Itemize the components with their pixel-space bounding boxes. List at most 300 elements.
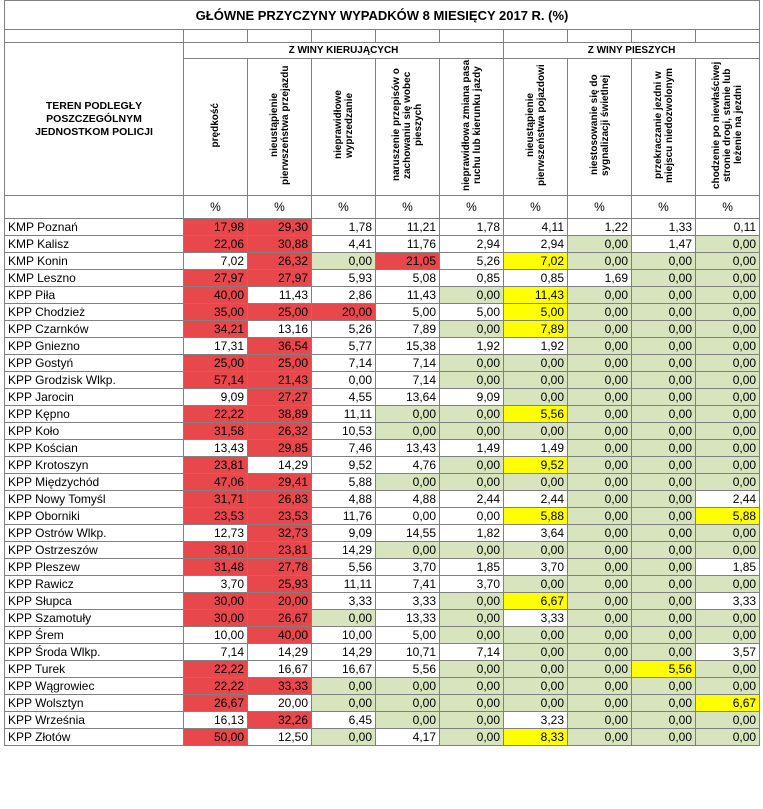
value-cell[interactable]: 7,14 (376, 372, 440, 389)
value-cell[interactable]: 0,00 (440, 729, 504, 746)
value-cell[interactable]: 20,00 (248, 593, 312, 610)
value-cell[interactable]: 4,55 (312, 389, 376, 406)
value-cell[interactable]: 0,00 (568, 236, 632, 253)
value-cell[interactable]: 0,00 (440, 712, 504, 729)
value-cell[interactable]: 0,00 (504, 695, 568, 712)
value-cell[interactable]: 13,16 (248, 321, 312, 338)
value-cell[interactable]: 7,89 (504, 321, 568, 338)
value-cell[interactable]: 0,00 (696, 236, 760, 253)
value-cell[interactable]: 0,00 (696, 440, 760, 457)
value-cell[interactable]: 0,00 (568, 525, 632, 542)
value-cell[interactable]: 0,00 (440, 457, 504, 474)
value-cell[interactable]: 9,52 (504, 457, 568, 474)
value-cell[interactable]: 14,29 (248, 457, 312, 474)
value-cell[interactable]: 11,21 (376, 219, 440, 236)
value-cell[interactable]: 4,41 (312, 236, 376, 253)
value-cell[interactable]: 0,00 (632, 491, 696, 508)
value-cell[interactable]: 31,71 (184, 491, 248, 508)
value-cell[interactable]: 15,38 (376, 338, 440, 355)
value-cell[interactable]: 9,09 (312, 525, 376, 542)
value-cell[interactable]: 11,11 (312, 576, 376, 593)
value-cell[interactable]: 0,00 (568, 644, 632, 661)
unit-name-cell[interactable]: KMP Leszno (5, 270, 184, 287)
value-cell[interactable]: 5,00 (376, 627, 440, 644)
value-cell[interactable]: 0,00 (440, 610, 504, 627)
value-cell[interactable]: 1,82 (440, 525, 504, 542)
value-cell[interactable]: 7,14 (312, 355, 376, 372)
value-cell[interactable]: 13,64 (376, 389, 440, 406)
value-cell[interactable]: 0,00 (568, 610, 632, 627)
value-cell[interactable]: 0,00 (696, 729, 760, 746)
value-cell[interactable]: 0,00 (696, 610, 760, 627)
value-cell[interactable]: 3,64 (504, 525, 568, 542)
unit-name-cell[interactable]: KPP Gostyń (5, 355, 184, 372)
value-cell[interactable]: 2,86 (312, 287, 376, 304)
value-cell[interactable]: 1,85 (696, 559, 760, 576)
value-cell[interactable]: 4,88 (312, 491, 376, 508)
value-cell[interactable]: 0,00 (568, 678, 632, 695)
value-cell[interactable]: 0,00 (568, 253, 632, 270)
unit-name-cell[interactable]: KPP Pleszew (5, 559, 184, 576)
value-cell[interactable]: 0,00 (568, 338, 632, 355)
value-cell[interactable]: 3,57 (696, 644, 760, 661)
value-cell[interactable]: 27,78 (248, 559, 312, 576)
value-cell[interactable]: 0,00 (632, 270, 696, 287)
value-cell[interactable]: 3,33 (312, 593, 376, 610)
value-cell[interactable]: 0,00 (696, 389, 760, 406)
value-cell[interactable]: 0,00 (312, 253, 376, 270)
value-cell[interactable]: 29,85 (248, 440, 312, 457)
value-cell[interactable]: 0,00 (440, 593, 504, 610)
value-cell[interactable]: 14,29 (312, 644, 376, 661)
value-cell[interactable]: 0,00 (504, 423, 568, 440)
value-cell[interactable]: 0,00 (696, 576, 760, 593)
value-cell[interactable]: 26,32 (248, 423, 312, 440)
value-cell[interactable]: 0,00 (696, 423, 760, 440)
value-cell[interactable]: 2,44 (440, 491, 504, 508)
value-cell[interactable]: 0,00 (696, 270, 760, 287)
value-cell[interactable]: 11,76 (312, 508, 376, 525)
value-cell[interactable]: 0,00 (696, 304, 760, 321)
unit-name-cell[interactable]: KPP Międzychód (5, 474, 184, 491)
unit-name-cell[interactable]: KPP Rawicz (5, 576, 184, 593)
value-cell[interactable]: 0,00 (504, 661, 568, 678)
value-cell[interactable]: 27,97 (184, 270, 248, 287)
value-cell[interactable]: 0,00 (696, 678, 760, 695)
value-cell[interactable]: 31,48 (184, 559, 248, 576)
value-cell[interactable]: 0,00 (440, 474, 504, 491)
value-cell[interactable]: 1,49 (440, 440, 504, 457)
value-cell[interactable]: 21,05 (376, 253, 440, 270)
value-cell[interactable]: 4,11 (504, 219, 568, 236)
value-cell[interactable]: 0,00 (312, 610, 376, 627)
value-cell[interactable]: 0,00 (696, 406, 760, 423)
value-cell[interactable]: 0,00 (696, 542, 760, 559)
value-cell[interactable]: 3,33 (376, 593, 440, 610)
value-cell[interactable]: 0,00 (568, 423, 632, 440)
value-cell[interactable]: 0,00 (632, 253, 696, 270)
value-cell[interactable]: 26,67 (248, 610, 312, 627)
value-cell[interactable]: 0,00 (376, 474, 440, 491)
unit-name-cell[interactable]: KMP Kalisz (5, 236, 184, 253)
value-cell[interactable]: 17,98 (184, 219, 248, 236)
unit-name-cell[interactable]: KPP Ostrzeszów (5, 542, 184, 559)
value-cell[interactable]: 0,00 (440, 542, 504, 559)
value-cell[interactable]: 0,00 (568, 542, 632, 559)
unit-name-cell[interactable]: KPP Ostrów Wlkp. (5, 525, 184, 542)
value-cell[interactable]: 6,67 (504, 593, 568, 610)
value-cell[interactable]: 5,88 (504, 508, 568, 525)
value-cell[interactable]: 0,00 (632, 287, 696, 304)
value-cell[interactable]: 0,00 (632, 695, 696, 712)
value-cell[interactable]: 9,52 (312, 457, 376, 474)
value-cell[interactable]: 0,00 (568, 491, 632, 508)
value-cell[interactable]: 0,00 (696, 474, 760, 491)
value-cell[interactable]: 21,43 (248, 372, 312, 389)
value-cell[interactable]: 32,26 (248, 712, 312, 729)
value-cell[interactable]: 5,77 (312, 338, 376, 355)
value-cell[interactable]: 7,02 (184, 253, 248, 270)
unit-name-cell[interactable]: KPP Kościan (5, 440, 184, 457)
unit-name-cell[interactable]: KPP Nowy Tomyśl (5, 491, 184, 508)
unit-name-cell[interactable]: KPP Oborniki (5, 508, 184, 525)
value-cell[interactable]: 0,00 (376, 542, 440, 559)
value-cell[interactable]: 0,00 (440, 355, 504, 372)
value-cell[interactable]: 22,22 (184, 406, 248, 423)
value-cell[interactable]: 27,97 (248, 270, 312, 287)
value-cell[interactable]: 5,56 (312, 559, 376, 576)
value-cell[interactable]: 0,00 (632, 627, 696, 644)
value-cell[interactable]: 17,31 (184, 338, 248, 355)
value-cell[interactable]: 5,56 (632, 661, 696, 678)
value-cell[interactable]: 13,43 (376, 440, 440, 457)
value-cell[interactable]: 23,53 (184, 508, 248, 525)
value-cell[interactable]: 0,00 (696, 321, 760, 338)
value-cell[interactable]: 10,00 (184, 627, 248, 644)
value-cell[interactable]: 0,00 (568, 712, 632, 729)
value-cell[interactable]: 30,88 (248, 236, 312, 253)
value-cell[interactable]: 0,00 (696, 338, 760, 355)
value-cell[interactable]: 5,00 (376, 304, 440, 321)
value-cell[interactable]: 0,00 (632, 593, 696, 610)
unit-name-cell[interactable]: KMP Poznań (5, 219, 184, 236)
value-cell[interactable]: 0,00 (632, 355, 696, 372)
value-cell[interactable]: 0,00 (504, 644, 568, 661)
value-cell[interactable]: 36,54 (248, 338, 312, 355)
value-cell[interactable]: 7,46 (312, 440, 376, 457)
value-cell[interactable]: 6,45 (312, 712, 376, 729)
value-cell[interactable]: 0,00 (632, 372, 696, 389)
value-cell[interactable]: 35,00 (184, 304, 248, 321)
unit-name-cell[interactable]: KPP Krotoszyn (5, 457, 184, 474)
value-cell[interactable]: 4,88 (376, 491, 440, 508)
value-cell[interactable]: 0,00 (696, 457, 760, 474)
value-cell[interactable]: 14,29 (312, 542, 376, 559)
value-cell[interactable]: 5,88 (312, 474, 376, 491)
value-cell[interactable]: 26,83 (248, 491, 312, 508)
unit-name-cell[interactable]: KPP Słupca (5, 593, 184, 610)
value-cell[interactable]: 32,73 (248, 525, 312, 542)
value-cell[interactable]: 0,00 (312, 695, 376, 712)
value-cell[interactable]: 0,00 (632, 644, 696, 661)
value-cell[interactable]: 9,09 (184, 389, 248, 406)
value-cell[interactable]: 10,71 (376, 644, 440, 661)
value-cell[interactable]: 0,00 (632, 542, 696, 559)
value-cell[interactable]: 0,00 (312, 729, 376, 746)
value-cell[interactable]: 0,00 (376, 695, 440, 712)
value-cell[interactable]: 0,00 (632, 525, 696, 542)
value-cell[interactable]: 0,00 (696, 287, 760, 304)
value-cell[interactable]: 14,29 (248, 644, 312, 661)
unit-name-cell[interactable]: KPP Czarnków (5, 321, 184, 338)
value-cell[interactable]: 0,00 (440, 678, 504, 695)
value-cell[interactable]: 0,00 (376, 712, 440, 729)
value-cell[interactable]: 22,06 (184, 236, 248, 253)
value-cell[interactable]: 27,27 (248, 389, 312, 406)
value-cell[interactable]: 11,11 (312, 406, 376, 423)
value-cell[interactable]: 1,49 (504, 440, 568, 457)
value-cell[interactable]: 6,67 (696, 695, 760, 712)
value-cell[interactable]: 0,00 (440, 406, 504, 423)
value-cell[interactable]: 26,32 (248, 253, 312, 270)
value-cell[interactable]: 26,67 (184, 695, 248, 712)
value-cell[interactable]: 5,93 (312, 270, 376, 287)
value-cell[interactable]: 0,00 (568, 406, 632, 423)
value-cell[interactable]: 9,09 (440, 389, 504, 406)
value-cell[interactable]: 40,00 (248, 627, 312, 644)
value-cell[interactable]: 1,33 (632, 219, 696, 236)
value-cell[interactable]: 0,00 (376, 406, 440, 423)
value-cell[interactable]: 0,00 (504, 576, 568, 593)
value-cell[interactable]: 0,00 (504, 389, 568, 406)
value-cell[interactable]: 38,89 (248, 406, 312, 423)
unit-name-cell[interactable]: KPP Grodzisk Wlkp. (5, 372, 184, 389)
value-cell[interactable]: 0,00 (696, 627, 760, 644)
value-cell[interactable]: 16,67 (312, 661, 376, 678)
value-cell[interactable]: 11,43 (376, 287, 440, 304)
value-cell[interactable]: 25,00 (248, 355, 312, 372)
value-cell[interactable]: 0,00 (632, 423, 696, 440)
value-cell[interactable]: 20,00 (312, 304, 376, 321)
value-cell[interactable]: 31,58 (184, 423, 248, 440)
value-cell[interactable]: 5,56 (504, 406, 568, 423)
value-cell[interactable]: 5,00 (504, 304, 568, 321)
value-cell[interactable]: 1,69 (568, 270, 632, 287)
value-cell[interactable]: 0,11 (696, 219, 760, 236)
value-cell[interactable]: 0,00 (632, 559, 696, 576)
value-cell[interactable]: 0,00 (632, 457, 696, 474)
unit-name-cell[interactable]: KPP Wolsztyn (5, 695, 184, 712)
value-cell[interactable]: 22,22 (184, 661, 248, 678)
value-cell[interactable]: 0,00 (376, 508, 440, 525)
value-cell[interactable]: 0,00 (568, 729, 632, 746)
value-cell[interactable]: 7,14 (184, 644, 248, 661)
value-cell[interactable]: 0,00 (632, 729, 696, 746)
value-cell[interactable]: 29,41 (248, 474, 312, 491)
value-cell[interactable]: 7,14 (440, 644, 504, 661)
value-cell[interactable]: 0,00 (504, 355, 568, 372)
value-cell[interactable]: 7,41 (376, 576, 440, 593)
value-cell[interactable]: 1,47 (632, 236, 696, 253)
unit-name-cell[interactable]: KPP Gniezno (5, 338, 184, 355)
value-cell[interactable]: 0,00 (440, 661, 504, 678)
value-cell[interactable]: 0,00 (504, 474, 568, 491)
value-cell[interactable]: 25,93 (248, 576, 312, 593)
value-cell[interactable]: 0,85 (504, 270, 568, 287)
value-cell[interactable]: 0,00 (568, 457, 632, 474)
value-cell[interactable]: 5,88 (696, 508, 760, 525)
blank-cell[interactable] (5, 30, 184, 43)
value-cell[interactable]: 13,43 (184, 440, 248, 457)
value-cell[interactable]: 0,00 (312, 678, 376, 695)
value-cell[interactable]: 2,44 (696, 491, 760, 508)
value-cell[interactable]: 0,00 (632, 440, 696, 457)
unit-name-cell[interactable]: KPP Września (5, 712, 184, 729)
value-cell[interactable]: 23,81 (184, 457, 248, 474)
value-cell[interactable]: 3,70 (504, 559, 568, 576)
value-cell[interactable]: 3,33 (696, 593, 760, 610)
value-cell[interactable]: 0,00 (568, 355, 632, 372)
value-cell[interactable]: 0,00 (568, 474, 632, 491)
value-cell[interactable]: 3,70 (184, 576, 248, 593)
value-cell[interactable]: 0,00 (632, 338, 696, 355)
value-cell[interactable]: 3,70 (440, 576, 504, 593)
unit-name-cell[interactable]: KPP Środa Wlkp. (5, 644, 184, 661)
value-cell[interactable]: 4,76 (376, 457, 440, 474)
unit-name-cell[interactable]: KPP Szamotuły (5, 610, 184, 627)
value-cell[interactable]: 1,78 (440, 219, 504, 236)
value-cell[interactable]: 0,00 (568, 440, 632, 457)
value-cell[interactable]: 10,00 (312, 627, 376, 644)
value-cell[interactable]: 34,21 (184, 321, 248, 338)
value-cell[interactable]: 0,00 (568, 559, 632, 576)
value-cell[interactable]: 0,00 (632, 576, 696, 593)
value-cell[interactable]: 0,00 (632, 678, 696, 695)
value-cell[interactable]: 30,00 (184, 593, 248, 610)
value-cell[interactable]: 1,85 (440, 559, 504, 576)
value-cell[interactable]: 23,81 (248, 542, 312, 559)
value-cell[interactable]: 0,00 (440, 627, 504, 644)
value-cell[interactable]: 0,00 (568, 661, 632, 678)
value-cell[interactable]: 7,02 (504, 253, 568, 270)
value-cell[interactable]: 0,00 (632, 712, 696, 729)
unit-name-cell[interactable]: KPP Turek (5, 661, 184, 678)
value-cell[interactable]: 23,53 (248, 508, 312, 525)
value-cell[interactable]: 1,92 (504, 338, 568, 355)
unit-name-cell[interactable]: KPP Kępno (5, 406, 184, 423)
value-cell[interactable]: 3,23 (504, 712, 568, 729)
value-cell[interactable]: 14,55 (376, 525, 440, 542)
value-cell[interactable]: 1,92 (440, 338, 504, 355)
value-cell[interactable]: 0,00 (376, 678, 440, 695)
value-cell[interactable]: 0,00 (568, 593, 632, 610)
value-cell[interactable]: 30,00 (184, 610, 248, 627)
value-cell[interactable]: 20,00 (248, 695, 312, 712)
value-cell[interactable]: 0,00 (504, 542, 568, 559)
value-cell[interactable]: 5,56 (376, 661, 440, 678)
value-cell[interactable]: 3,70 (376, 559, 440, 576)
value-cell[interactable]: 47,06 (184, 474, 248, 491)
value-cell[interactable]: 33,33 (248, 678, 312, 695)
value-cell[interactable]: 5,08 (376, 270, 440, 287)
unit-name-cell[interactable]: KPP Piła (5, 287, 184, 304)
value-cell[interactable]: 0,00 (568, 389, 632, 406)
value-cell[interactable]: 0,00 (568, 576, 632, 593)
value-cell[interactable]: 10,53 (312, 423, 376, 440)
value-cell[interactable]: 3,33 (504, 610, 568, 627)
value-cell[interactable]: 11,43 (248, 287, 312, 304)
unit-name-cell[interactable]: KPP Śrem (5, 627, 184, 644)
value-cell[interactable]: 0,00 (568, 372, 632, 389)
value-cell[interactable]: 0,00 (632, 389, 696, 406)
value-cell[interactable]: 5,26 (440, 253, 504, 270)
value-cell[interactable]: 0,00 (696, 355, 760, 372)
value-cell[interactable]: 0,00 (568, 508, 632, 525)
value-cell[interactable]: 2,94 (504, 236, 568, 253)
value-cell[interactable]: 12,50 (248, 729, 312, 746)
value-cell[interactable]: 16,67 (248, 661, 312, 678)
value-cell[interactable]: 0,00 (440, 372, 504, 389)
unit-name-cell[interactable]: KMP Konin (5, 253, 184, 270)
value-cell[interactable]: 0,00 (504, 678, 568, 695)
value-cell[interactable]: 0,00 (504, 627, 568, 644)
value-cell[interactable]: 0,00 (696, 525, 760, 542)
value-cell[interactable]: 0,00 (568, 695, 632, 712)
value-cell[interactable]: 7,89 (376, 321, 440, 338)
unit-name-cell[interactable]: KPP Koło (5, 423, 184, 440)
value-cell[interactable]: 0,00 (568, 627, 632, 644)
value-cell[interactable]: 0,00 (440, 695, 504, 712)
value-cell[interactable]: 0,00 (632, 304, 696, 321)
value-cell[interactable]: 7,14 (376, 355, 440, 372)
value-cell[interactable]: 0,00 (440, 287, 504, 304)
value-cell[interactable]: 0,00 (376, 423, 440, 440)
value-cell[interactable]: 0,00 (696, 661, 760, 678)
value-cell[interactable]: 57,14 (184, 372, 248, 389)
unit-name-cell[interactable]: KPP Złotów (5, 729, 184, 746)
value-cell[interactable]: 22,22 (184, 678, 248, 695)
value-cell[interactable]: 0,00 (696, 253, 760, 270)
value-cell[interactable]: 25,00 (184, 355, 248, 372)
value-cell[interactable]: 0,00 (632, 508, 696, 525)
value-cell[interactable]: 11,43 (504, 287, 568, 304)
value-cell[interactable]: 0,00 (568, 287, 632, 304)
value-cell[interactable]: 1,78 (312, 219, 376, 236)
value-cell[interactable]: 29,30 (248, 219, 312, 236)
value-cell[interactable]: 16,13 (184, 712, 248, 729)
value-cell[interactable]: 0,00 (696, 712, 760, 729)
value-cell[interactable]: 38,10 (184, 542, 248, 559)
value-cell[interactable]: 2,44 (504, 491, 568, 508)
value-cell[interactable]: 0,00 (568, 304, 632, 321)
value-cell[interactable]: 25,00 (248, 304, 312, 321)
value-cell[interactable]: 2,94 (440, 236, 504, 253)
value-cell[interactable]: 11,76 (376, 236, 440, 253)
value-cell[interactable]: 4,17 (376, 729, 440, 746)
value-cell[interactable]: 13,33 (376, 610, 440, 627)
value-cell[interactable]: 0,00 (632, 321, 696, 338)
unit-name-cell[interactable]: KPP Jarocin (5, 389, 184, 406)
value-cell[interactable]: 0,00 (696, 372, 760, 389)
value-cell[interactable]: 1,22 (568, 219, 632, 236)
value-cell[interactable]: 0,85 (440, 270, 504, 287)
value-cell[interactable]: 0,00 (440, 508, 504, 525)
value-cell[interactable]: 0,00 (632, 610, 696, 627)
value-cell[interactable]: 8,33 (504, 729, 568, 746)
value-cell[interactable]: 0,00 (440, 321, 504, 338)
value-cell[interactable]: 12,73 (184, 525, 248, 542)
value-cell[interactable]: 0,00 (312, 372, 376, 389)
